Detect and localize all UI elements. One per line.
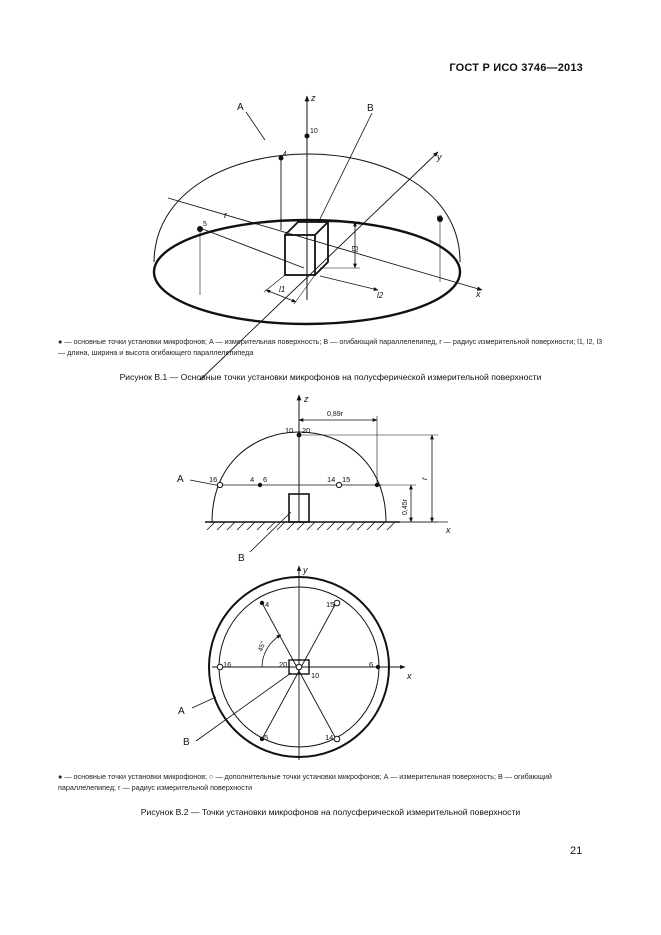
side-label-x: x — [446, 525, 451, 535]
label-l2: l2 — [377, 291, 384, 300]
top-label-p10: 10 — [311, 671, 320, 680]
top-label-p20: 20 — [279, 660, 288, 669]
side-leader-b — [250, 512, 291, 552]
label-point-4: 4 — [283, 151, 287, 158]
top-point-6 — [376, 665, 380, 669]
side-label-p10: 10 — [285, 426, 294, 435]
side-point-4 — [258, 483, 262, 487]
l2-dimension — [320, 276, 378, 290]
side-dim-045r: 0,45r — [402, 499, 409, 515]
side-label-p20: 20 — [302, 426, 311, 435]
side-label-z: z — [304, 394, 309, 404]
top-point-15 — [334, 600, 340, 606]
label-r: r — [224, 210, 227, 220]
label-z: z — [311, 93, 316, 103]
ground-hatch — [207, 522, 395, 530]
label-a: A — [237, 102, 244, 113]
top-point-14 — [334, 736, 340, 742]
side-label-p4: 4 — [250, 475, 255, 484]
top-label-p6: 6 — [369, 660, 374, 669]
top-label-y: y — [303, 565, 308, 575]
page-number: 21 — [570, 845, 583, 857]
top-label-a: A — [178, 706, 185, 717]
figure-b2-side-points — [217, 433, 379, 488]
side-dim-r: r — [420, 477, 429, 480]
top-label-p5: 5 — [264, 733, 269, 742]
top-leader-a — [192, 697, 216, 708]
figure-b2-side-labels — [177, 394, 451, 564]
document-header: ГОСТ Р ИСО 3746—2013 — [449, 62, 583, 74]
figure-b1-legend: ● — основные точки установки микрофонов; A — измерительная поверхность; B — огибающий параллелепипед, r — радиус измерительной поверхности; l1, l2, l3 — длина, ширина и высота огибающего параллелепипеда — [58, 337, 603, 357]
figure-b2-legend: ● — основные точки установки микрофонов; ○ — дополнительные точки установки микрофонов; A — измерительная поверхность; B — огибающий параллелепипед; r — радиус измерительной поверхности — [58, 772, 552, 792]
side-label-p15: 15 — [342, 475, 351, 484]
top-label-p14: 14 — [325, 733, 334, 742]
top-label-b: B — [183, 737, 190, 748]
top-label-p4: 4 — [265, 600, 270, 609]
side-point-14 — [336, 482, 341, 487]
side-label-b: B — [238, 553, 245, 564]
radius-line — [200, 228, 304, 268]
label-point-10: 10 — [310, 128, 318, 135]
label-b: B — [367, 103, 374, 114]
figure-b1-caption: Рисунок B.1 — Основные точки установки микрофонов на полусферической измерительной поверхности — [119, 372, 542, 382]
side-point-6 — [375, 483, 379, 487]
side-point-10 — [297, 433, 302, 438]
side-label-p16: 16 — [209, 475, 218, 484]
top-label-p16: 16 — [223, 660, 232, 669]
label-point-5: 5 — [203, 221, 207, 228]
side-dim-089r: 0,89r — [327, 411, 343, 418]
top-point-20 — [296, 664, 302, 670]
top-label-angle: 45° — [257, 640, 268, 653]
label-y: y — [437, 152, 442, 162]
top-label-p15: 15 — [326, 600, 335, 609]
leader-a — [246, 112, 265, 140]
side-label-p6: 6 — [263, 475, 268, 484]
point-10 — [305, 134, 310, 139]
label-l3: l3 — [351, 245, 360, 252]
label-point-6: 6 — [437, 215, 444, 219]
side-label-p14: 14 — [327, 475, 336, 484]
figure-b2-top-labels — [178, 565, 412, 748]
figure-b1-labels — [203, 93, 481, 300]
leader-b — [318, 113, 372, 223]
figure-b2-side — [190, 395, 448, 552]
label-l1: l1 — [279, 285, 286, 294]
side-label-a: A — [177, 474, 184, 485]
top-point-16 — [217, 664, 223, 670]
side-point-16 — [217, 482, 222, 487]
figure-b2-caption: Рисунок B.2 — Точки установки микрофонов на полусферической измерительной поверхности — [140, 807, 521, 817]
top-point-4 — [260, 601, 264, 605]
top-label-x: x — [407, 671, 412, 681]
label-x: x — [476, 289, 481, 299]
